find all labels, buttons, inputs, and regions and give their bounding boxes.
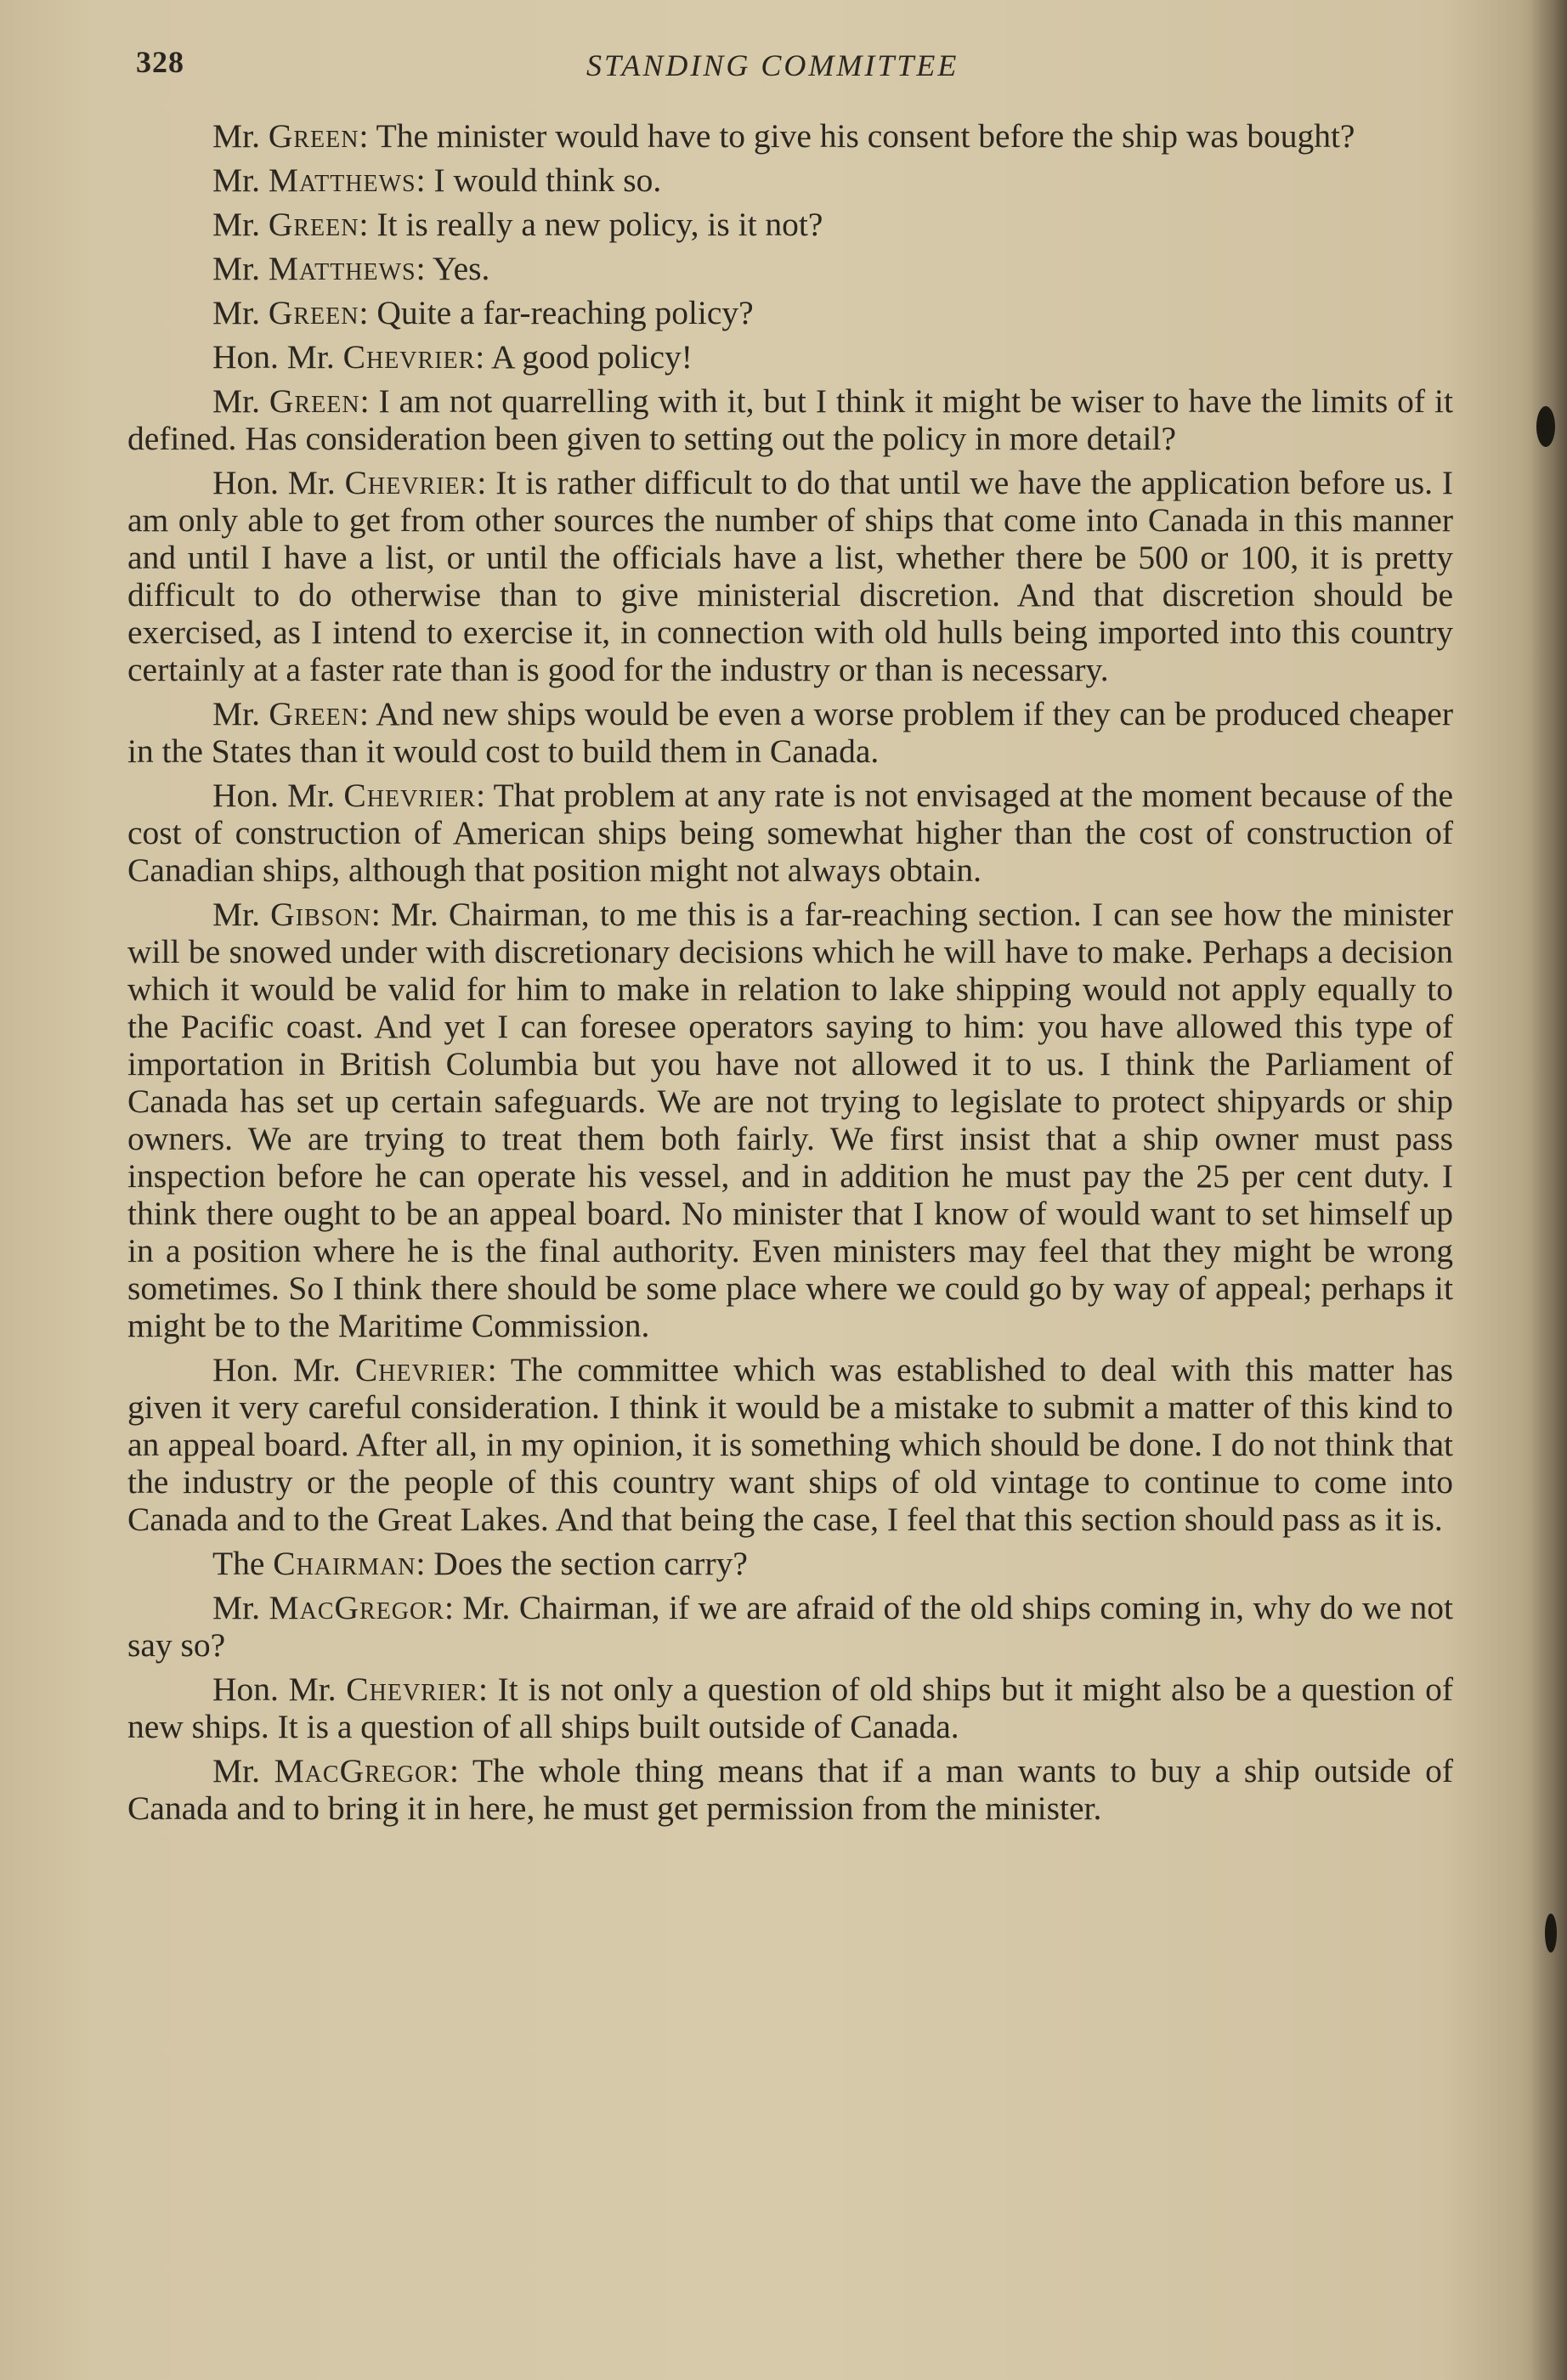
transcript-paragraph (127, 161, 1453, 199)
speaker-name: MacGregor (269, 1589, 444, 1626)
speaker-name: Chevrier (354, 1351, 488, 1388)
transcript-paragraph (127, 1545, 1453, 1582)
speech-text: : And new ships would be even a worse problem if they can be produced cheaper in the States than it would cost to build them in Canada. (127, 695, 1453, 770)
speech-text: : Does the section carry? (416, 1545, 748, 1582)
transcript-paragraph (127, 1351, 1453, 1538)
speaker-title: Mr. (212, 896, 271, 933)
speaker-name: Green (268, 117, 359, 155)
transcript-paragraph (127, 250, 1453, 287)
speaker-title: Mr. (212, 250, 269, 287)
speaker-title: Mr. (212, 1752, 274, 1789)
speaker-title: Hon. Mr. (212, 464, 345, 501)
speaker-title: Hon. Mr. (212, 1351, 355, 1388)
transcript-paragraph (127, 1671, 1453, 1745)
speech-text: : That problem at any rate is not envisaged at the moment because of the cost of construction of American ships being somewhat higher than the cost of construction of Canadian ships, although that position might not always obtain. (127, 777, 1454, 889)
transcript-paragraph (127, 206, 1453, 243)
transcript-paragraph (127, 117, 1453, 155)
speech-text: : It is rather difficult to do that until we have the application before us. I am only able to get from other sources the number of ships that come into Canada in this manner and until I have a list, or until the officials have a list, whether there be 500 or 100, it is pretty difficult to do otherwise than to give ministerial discretion. And that discretion should be exercised, as I intend to exercise it, in connection with old hulls being imported into this country certainly at a faster rate than is good for the industry or than is necessary. (127, 464, 1453, 688)
page-edge-shadow (1531, 0, 1567, 2380)
speaker-name: Green (268, 206, 359, 243)
speech-text: : It is not only a question of old ships but it might also be a question of new ships. It is a question of all ships built outside of Canada. (127, 1671, 1453, 1745)
speech-text: : A good policy! (475, 338, 693, 376)
speaker-title: Mr. (212, 206, 269, 243)
transcript-paragraph (127, 294, 1453, 331)
speech-text: : The committee which was established to deal with this matter has given it very careful consideration. I think it would be a mistake to submit a matter of this kind to an appeal board. After all, in my opinion, it is something which should be done. I do not think that the industry or the people of this country want ships of old vintage to continue to come into Canada and to the Great Lakes. And that being the case, I feel that this section should pass as it is. (127, 1351, 1454, 1538)
speaker-title: Mr. (212, 161, 269, 199)
speech-text: : Mr. Chairman, if we are afraid of the old ships coming in, why do we not say so? (127, 1589, 1453, 1664)
transcript-paragraph (127, 695, 1453, 770)
speaker-name: Chevrier (342, 338, 476, 376)
margin-ink-mark (1536, 406, 1555, 447)
speaker-name: MacGregor (274, 1752, 450, 1789)
speaker-title: Mr. (212, 117, 269, 155)
transcript-paragraph (127, 896, 1453, 1344)
speech-text: : The whole thing means that if a man wants to buy a ship outside of Canada and to bring it in here, he must get permission from the minister. (127, 1752, 1453, 1827)
transcript-paragraph (127, 382, 1453, 457)
speaker-title: Hon. Mr. (212, 338, 343, 376)
speech-text: : I am not quarrelling with it, but I think it might be wiser to have the limits of it defined. Has consideration been given to setting out the policy in more detail? (127, 382, 1453, 457)
running-head: STANDING COMMITTEE (586, 48, 959, 82)
margin-ink-mark (1545, 1914, 1557, 1953)
transcript-paragraph (127, 1752, 1453, 1827)
transcript-paragraph (127, 777, 1453, 889)
transcript-body (127, 117, 1453, 1834)
speaker-title: The (212, 1545, 274, 1582)
speaker-title: Mr. (212, 294, 269, 331)
speaker-title: Hon. Mr. (212, 777, 344, 814)
speaker-name: Chairman (273, 1545, 416, 1582)
speaker-name: Matthews (268, 250, 416, 287)
speaker-name: Green (269, 695, 359, 732)
transcript-paragraph (127, 338, 1453, 376)
speech-text: : I would think so. (416, 161, 662, 199)
speaker-name: Green (269, 382, 360, 420)
speaker-name: Gibson (270, 896, 371, 933)
speaker-title: Mr. (212, 382, 269, 420)
page-number: 328 (136, 45, 184, 79)
speaker-name: Green (268, 294, 359, 331)
speaker-name: Matthews (268, 161, 416, 199)
speaker-title: Mr. (212, 695, 269, 732)
transcript-paragraph (127, 1589, 1453, 1664)
speech-text: : It is really a new policy, is it not? (359, 206, 823, 243)
speaker-name: Chevrier (346, 1671, 478, 1708)
transcript-paragraph (127, 464, 1453, 688)
speaker-title: Hon. Mr. (212, 1671, 347, 1708)
speech-text: : Quite a far-reaching policy? (359, 294, 754, 331)
speaker-name: Chevrier (343, 777, 477, 814)
speech-text: : The minister would have to give his consent before the ship was bought? (359, 117, 1355, 155)
speech-text: : Mr. Chairman, to me this is a far-reaching section. I can see how the minister will be snowed under with discretionary decisions which he will have to make. Perhaps a decision which it would be valid for him to make in relation to lake shipping would not apply equally to the Pacific coast. And yet I can foresee operators saying to him: you have allowed this type of importation in British Columbia but you have not allowed it to us. I think the Parliament of Canada has set up certain safeguards. We are not trying to legislate to protect shipyards or ship owners. We are trying to treat them both fairly. We first insist that a ship owner must pass inspection before he can operate his vessel, and in addition he must pay the 25 per cent duty. I think there ought to be an appeal board. No minister that I know of would want to set himself up in a position where he is the final authority. Even ministers may feel that they might be wrong sometimes. So I think there should be some place where we could go by way of appeal; perhaps it might be to the Maritime Commission. (127, 896, 1453, 1344)
speaker-name: Chevrier (344, 464, 478, 501)
page-header (136, 44, 1453, 95)
speech-text: : Yes. (416, 250, 490, 287)
speaker-title: Mr. (212, 1589, 269, 1626)
